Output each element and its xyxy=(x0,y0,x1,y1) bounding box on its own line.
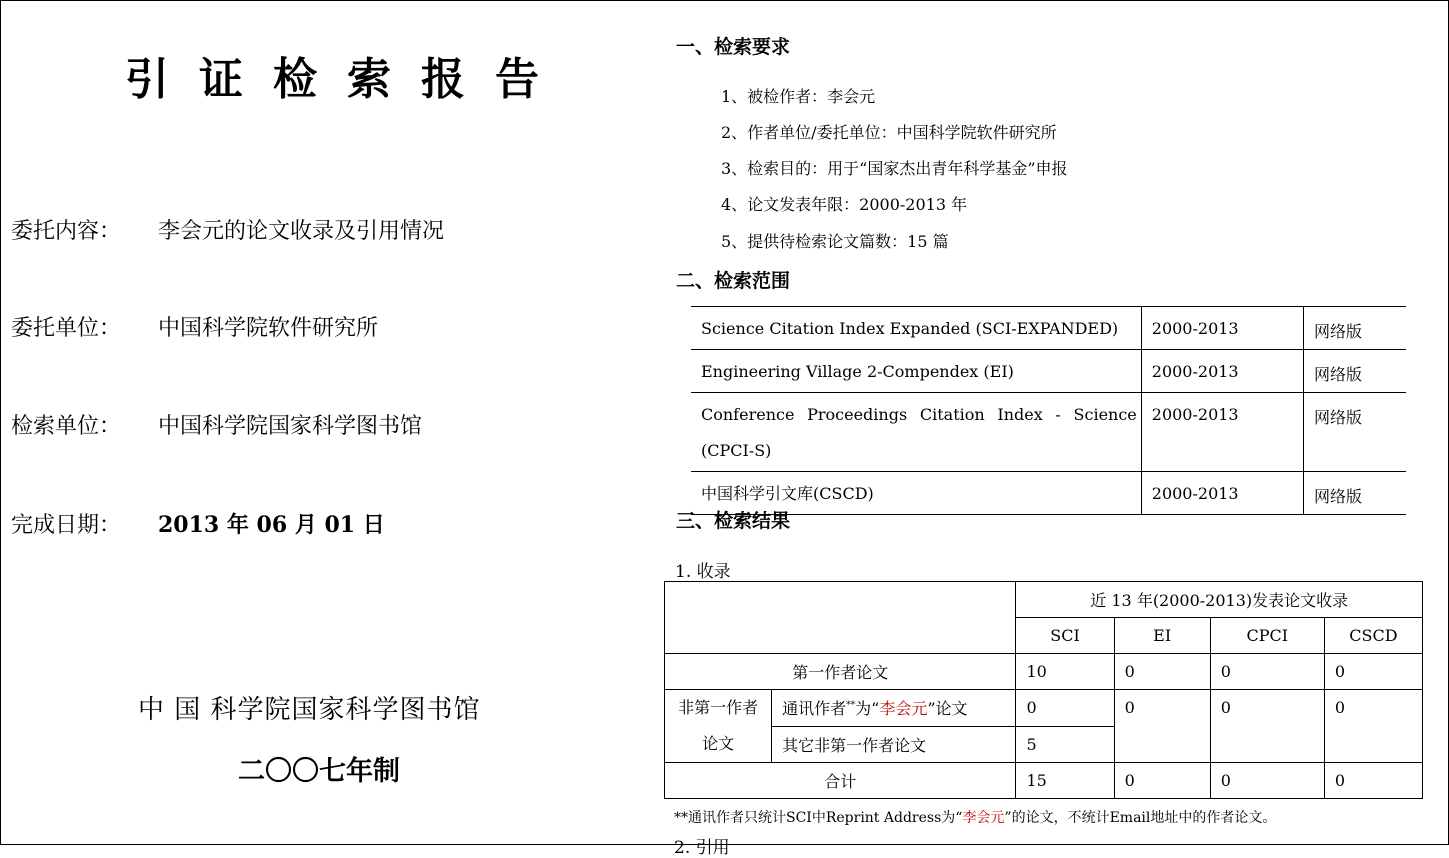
row-label-corresponding xyxy=(772,690,1016,727)
requirement-item: 2、作者单位/委托单位：中国科学院软件研究所 xyxy=(721,123,1057,142)
highlighted-name: 李会元 xyxy=(879,699,928,719)
footnote-mark: ** xyxy=(846,700,856,711)
label-text: 通讯作者 xyxy=(782,699,847,719)
scope-db-cell: Conference Proceedings Citation Index - Science (CPCI-S) xyxy=(691,393,1141,472)
scope-years-cell: 2000-2013 xyxy=(1141,393,1303,472)
table-row xyxy=(691,350,1406,393)
section-heading-results: 三、检索结果 xyxy=(676,510,791,532)
requirement-item: 5、提供待检索论文篇数：15 篇 xyxy=(721,232,949,251)
table-cell: 0 xyxy=(1324,763,1422,799)
table-row xyxy=(691,307,1406,350)
field-label-search-unit: 检索单位： xyxy=(11,414,122,439)
field-label-content: 委托内容： xyxy=(11,219,122,244)
scope-years-cell: 2000-2013 xyxy=(1141,472,1303,515)
table-cell: 0 xyxy=(1210,654,1324,690)
issuer-name: 中 国 科学院国家科学图书馆 xyxy=(138,695,481,725)
column-header: CSCD xyxy=(1324,618,1422,654)
scope-db-cell: 中国科学引文库(CSCD) xyxy=(691,472,1141,515)
field-value-client: 中国科学院软件研究所 xyxy=(158,316,379,341)
report-title: 引证检索报告 xyxy=(125,54,569,105)
scope-edition-cell: 网络版 xyxy=(1303,307,1406,350)
subsection-citation: 2. 引用 xyxy=(674,838,730,858)
table-cell: 0 xyxy=(1210,763,1324,799)
section-heading-scope: 二、检索范围 xyxy=(676,270,791,292)
subsection-inclusion: 1. 收录 xyxy=(675,562,731,582)
table-row xyxy=(665,763,1423,799)
table-cell: 0 xyxy=(1324,690,1422,763)
table-row xyxy=(691,472,1406,515)
results-table xyxy=(664,581,1423,799)
column-header: EI xyxy=(1114,618,1210,654)
footnote-text: ”的论文，不统计Email地址中的作者论文。 xyxy=(1004,810,1277,826)
column-header: CPCI xyxy=(1210,618,1324,654)
footnote-text: **通讯作者只统计SCI中Reprint Address为“ xyxy=(674,810,963,826)
section-heading-requirements: 一、检索要求 xyxy=(676,36,791,58)
scope-table xyxy=(691,306,1406,515)
table-cell: 0 xyxy=(1114,763,1210,799)
table-row xyxy=(665,582,1423,618)
label-text: 为“ xyxy=(855,699,880,719)
scope-years-cell: 2000-2013 xyxy=(1141,350,1303,393)
table-cell: 15 xyxy=(1016,763,1114,799)
field-label-client: 委托单位： xyxy=(11,316,122,341)
scope-edition-cell: 网络版 xyxy=(1303,393,1406,472)
group-header: 近 13 年(2000-2013)发表论文收录 xyxy=(1016,582,1423,618)
field-label-date: 完成日期： xyxy=(11,513,122,538)
field-value-content: 李会元的论文收录及引用情况 xyxy=(158,219,445,244)
table-cell: 0 xyxy=(1210,690,1324,763)
scope-years-cell: 2000-2013 xyxy=(1141,307,1303,350)
table-cell: 0 xyxy=(1114,690,1210,763)
scope-edition-cell: 网络版 xyxy=(1303,472,1406,515)
scope-db-cell: Science Citation Index Expanded (SCI-EXPANDED) xyxy=(691,307,1141,350)
footnote xyxy=(674,807,1276,827)
requirement-item: 3、检索目的：用于“国家杰出青年科学基金”申报 xyxy=(721,159,1068,178)
row-label-other-non-first: 其它非第一作者论文 xyxy=(772,726,1016,763)
scope-edition-cell: 网络版 xyxy=(1303,350,1406,393)
row-label-total: 合计 xyxy=(665,763,1016,799)
highlighted-name: 李会元 xyxy=(962,810,1005,826)
table-cell: 10 xyxy=(1016,654,1114,690)
row-label-first-author: 第一作者论文 xyxy=(665,654,1016,690)
table-cell: 5 xyxy=(1016,726,1114,763)
table-cell: 0 xyxy=(1114,654,1210,690)
column-header: SCI xyxy=(1016,618,1114,654)
table-row xyxy=(665,690,1423,727)
year-made: 二〇〇七年制 xyxy=(238,756,400,787)
field-value-search-unit: 中国科学院国家科学图书馆 xyxy=(158,414,423,439)
label-text: ”论文 xyxy=(927,699,968,719)
table-row xyxy=(691,393,1406,472)
table-cell: 0 xyxy=(1324,654,1422,690)
requirement-item: 4、论文发表年限：2000-2013 年 xyxy=(721,195,968,214)
table-row xyxy=(665,654,1423,690)
table-corner-cell xyxy=(665,582,1016,654)
scope-db-cell: Engineering Village 2-Compendex (EI) xyxy=(691,350,1141,393)
row-label-non-first-author: 非第一作者论文 xyxy=(665,690,772,763)
table-cell: 0 xyxy=(1016,690,1114,727)
requirement-item: 1、被检作者：李会元 xyxy=(721,87,876,106)
field-value-date: 2013 年 06 月 01 日 xyxy=(158,512,385,538)
